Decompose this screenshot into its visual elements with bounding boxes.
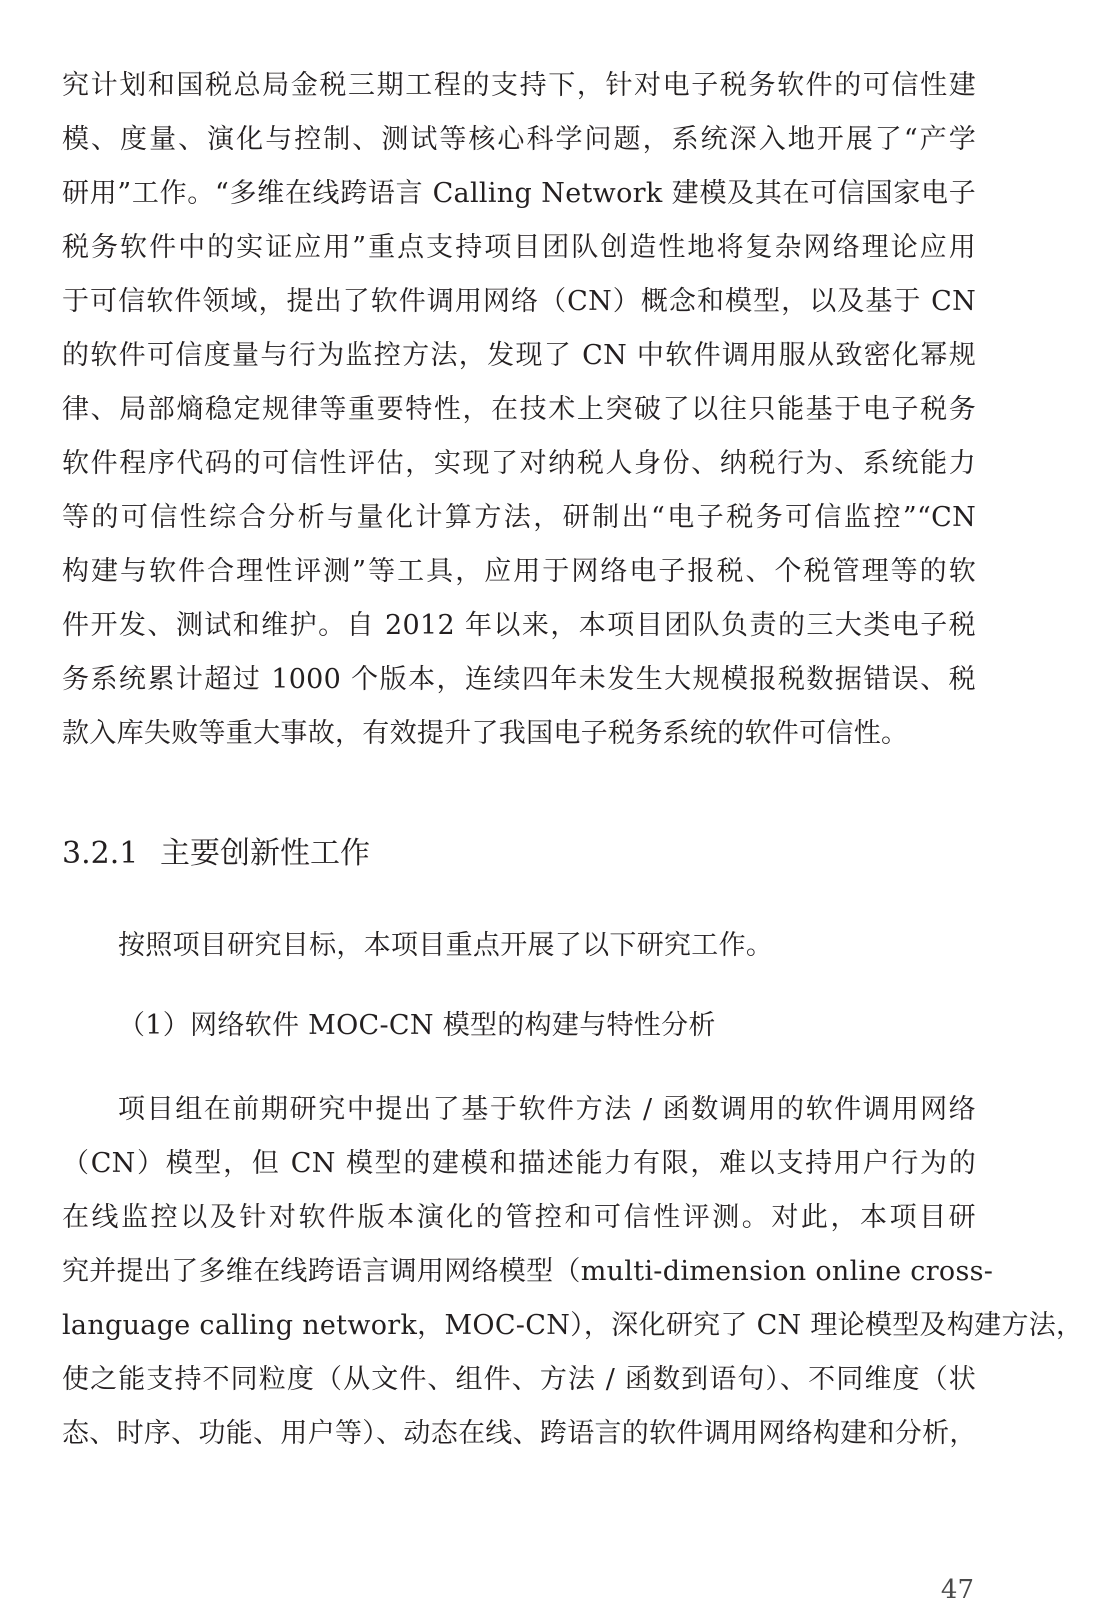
paragraph-1-line: 件开发、测试和维护。自 2012 年以来，本项目团队负责的三大类电子税 [62, 610, 976, 641]
paragraph-1-line: 律、局部熵稳定规律等重要特性，在技术上突破了以往只能基于电子税务 [62, 394, 976, 425]
paragraph-2-line: 在线监控以及针对软件版本演化的管控和可信性评测。对此，本项目研 [62, 1202, 976, 1233]
section-heading [62, 832, 370, 876]
paragraph-2-line: 使之能支持不同粒度（从文件、组件、方法 / 函数到语句）、不同维度（状 [62, 1364, 976, 1395]
paragraph-1-line: 税务软件中的实证应用”重点支持项目团队创造性地将复杂网络理论应用 [62, 232, 976, 263]
paragraph-1-line: 构建与软件合理性评测”等工具，应用于网络电子报税、个税管理等的软 [62, 556, 976, 587]
paragraph-1-line: 究计划和国税总局金税三期工程的支持下，针对电子税务软件的可信性建 [62, 70, 976, 101]
paragraph-1-line: 务系统累计超过 1000 个版本，连续四年未发生大规模报税数据错误、税 [62, 664, 976, 695]
paragraph-2-line: 态、时序、功能、用户等）、动态在线、跨语言的软件调用网络构建和分析， [62, 1418, 977, 1449]
paragraph-2-line: 究并提出了多维在线跨语言调用网络模型（multi-dimension online cross- [62, 1256, 994, 1287]
paragraph-1-line: 研用”工作。“多维在线跨语言 Calling Network 建模及其在可信国家电子 [62, 178, 976, 209]
paragraph-1-line: 于可信软件领域，提出了软件调用网络（CN）概念和模型，以及基于 CN [62, 286, 976, 317]
paragraph-1-line: 软件程序代码的可信性评估，实现了对纳税人身份、纳税行为、系统能力 [62, 448, 976, 479]
section-title: 主要创新性工作 [160, 836, 370, 871]
intro-line: 按照项目研究目标，本项目重点开展了以下研究工作。 [118, 930, 774, 961]
paragraph-1-line: 的软件可信度量与行为监控方法，发现了 CN 中软件调用服从致密化幂规 [62, 340, 976, 371]
section-number: 3.2.1 [62, 836, 139, 871]
paragraph-1-line: 等的可信性综合分析与量化计算方法，研制出“电子税务可信监控”“CN [62, 502, 976, 533]
page-number: 47 [940, 1575, 974, 1605]
paragraph-2-line: 项目组在前期研究中提出了基于软件方法 / 函数调用的软件调用网络 [118, 1094, 976, 1125]
paragraph-1-line: 款入库失败等重大事故，有效提升了我国电子税务系统的软件可信性。 [62, 718, 909, 749]
paragraph-1-line: 模、度量、演化与控制、测试等核心科学问题，系统深入地开展了“产学 [62, 124, 976, 155]
item-heading: （1）网络软件 MOC-CN 模型的构建与特性分析 [118, 1010, 716, 1041]
paragraph-2-line: language calling network，MOC-CN），深化研究了 CN 理论模型及构建方法， [62, 1310, 1084, 1341]
paragraph-2-line: （CN）模型，但 CN 模型的建模和描述能力有限，难以支持用户行为的 [62, 1148, 976, 1179]
